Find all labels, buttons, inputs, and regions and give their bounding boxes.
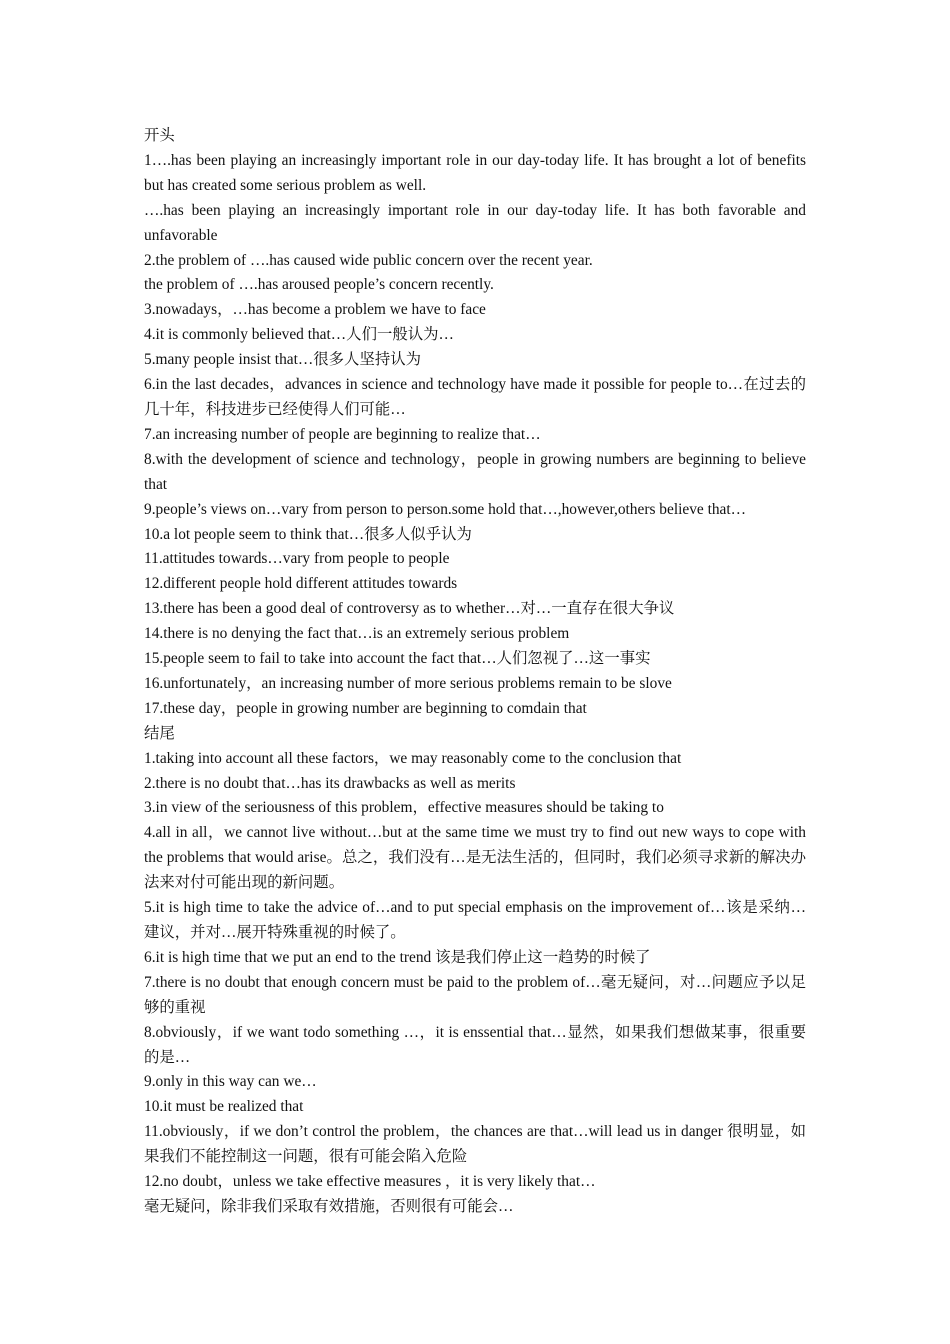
document-page	[144, 124, 806, 1220]
opening-line: 3.nowadays，…has become a problem we have to face	[144, 301, 486, 319]
opening-line: 11.attitudes towards…vary from people to people	[144, 550, 450, 568]
opening-line: 9.people’s views on…vary from person to person.some hold that…,however,others believe that…	[144, 500, 747, 518]
opening-line: 6.in the last decades，advances in science and technology have made it possible for people to…在过去的几十年，科技进步已经使得人们可能…	[144, 376, 806, 418]
closing-line: 9.only in this way can we…	[144, 1073, 317, 1091]
closing-line: 6.it is high time that we put an end to the trend 该是我们停止这一趋势的时候了	[144, 948, 651, 966]
opening-line: 7.an increasing number of people are beginning to realize that…	[144, 425, 541, 443]
opening-line: 14.there is no denying the fact that…is an extremely serious problem	[144, 625, 570, 643]
closing-line: 毫无疑问，除非我们采取有效措施，否则很有可能会…	[144, 1197, 514, 1215]
closing-line: 3.in view of the seriousness of this problem，effective measures should be taking to	[144, 799, 664, 817]
opening-line: 4.it is commonly believed that…人们一般认为…	[144, 326, 454, 344]
closing-line: 1.taking into account all these factors，we may reasonably come to the conclusion that	[144, 749, 682, 767]
opening-line: 10.a lot people seem to think that…很多人似乎认为	[144, 525, 472, 543]
opening-line: 5.many people insist that…很多人坚持认为	[144, 351, 422, 369]
closing-line: 4.all in all，we cannot live without…but at the same time we must try to find out new ways to cope with the problems that would arise。总之，我们没有…是无法生活的，但同时，我们必须寻求新的解决办法来对付可能出现的新问题。	[144, 824, 806, 892]
closing-line: 8.obviously，if we want todo something …，it is enssential that…显然，如果我们想做某事，很重要的是…	[144, 1023, 806, 1066]
opening-line: ….has been playing an increasingly important role in our day-today life. It has both favorable and unfavorable	[144, 201, 806, 244]
opening-line: 15.people seem to fail to take into account the fact that…人们忽视了…这一事实	[144, 650, 651, 668]
closing-heading: 结尾	[144, 724, 175, 742]
closing-line: 11.obviously，if we don’t control the problem，the chances are that…will lead us in danger 很明显，如果我们不能控制这一问题，很有可能会陷入危险	[144, 1123, 806, 1166]
closing-line: 10.it must be realized that	[144, 1098, 304, 1116]
opening-line: 8.with the development of science and technology，people in growing numbers are beginning to believe that	[144, 450, 806, 493]
opening-line: 2.the problem of ….has caused wide public concern over the recent year.	[144, 251, 593, 269]
closing-line: 2.there is no doubt that…has its drawbacks as well as merits	[144, 774, 516, 792]
opening-line: 1….has been playing an increasingly important role in our day-today life. It has brought a lot of benefits but has created some serious problem as well.	[144, 151, 806, 194]
opening-line: the problem of ….has aroused people’s concern recently.	[144, 276, 494, 294]
opening-line: 16.unfortunately，an increasing number of more serious problems remain to be slove	[144, 674, 672, 692]
opening-line: 12.different people hold different attitudes towards	[144, 575, 458, 593]
closing-line: 5.it is high time to take the advice of…and to put special emphasis on the improvement of…该是采纳…建议，并对…展开特殊重视的时候了。	[144, 899, 806, 941]
opening-line: 17.these day，people in growing number are beginning to comdain that	[144, 699, 587, 717]
opening-line: 13.there has been a good deal of controversy as to whether…对…一直存在很大争议	[144, 600, 675, 618]
opening-heading: 开头	[144, 127, 175, 144]
closing-line: 12.no doubt，unless we take effective measures ，it is very likely that…	[144, 1173, 596, 1191]
closing-line: 7.there is no doubt that enough concern must be paid to the problem of…毫无疑问，对…问题应予以足够的重视	[144, 973, 806, 1016]
